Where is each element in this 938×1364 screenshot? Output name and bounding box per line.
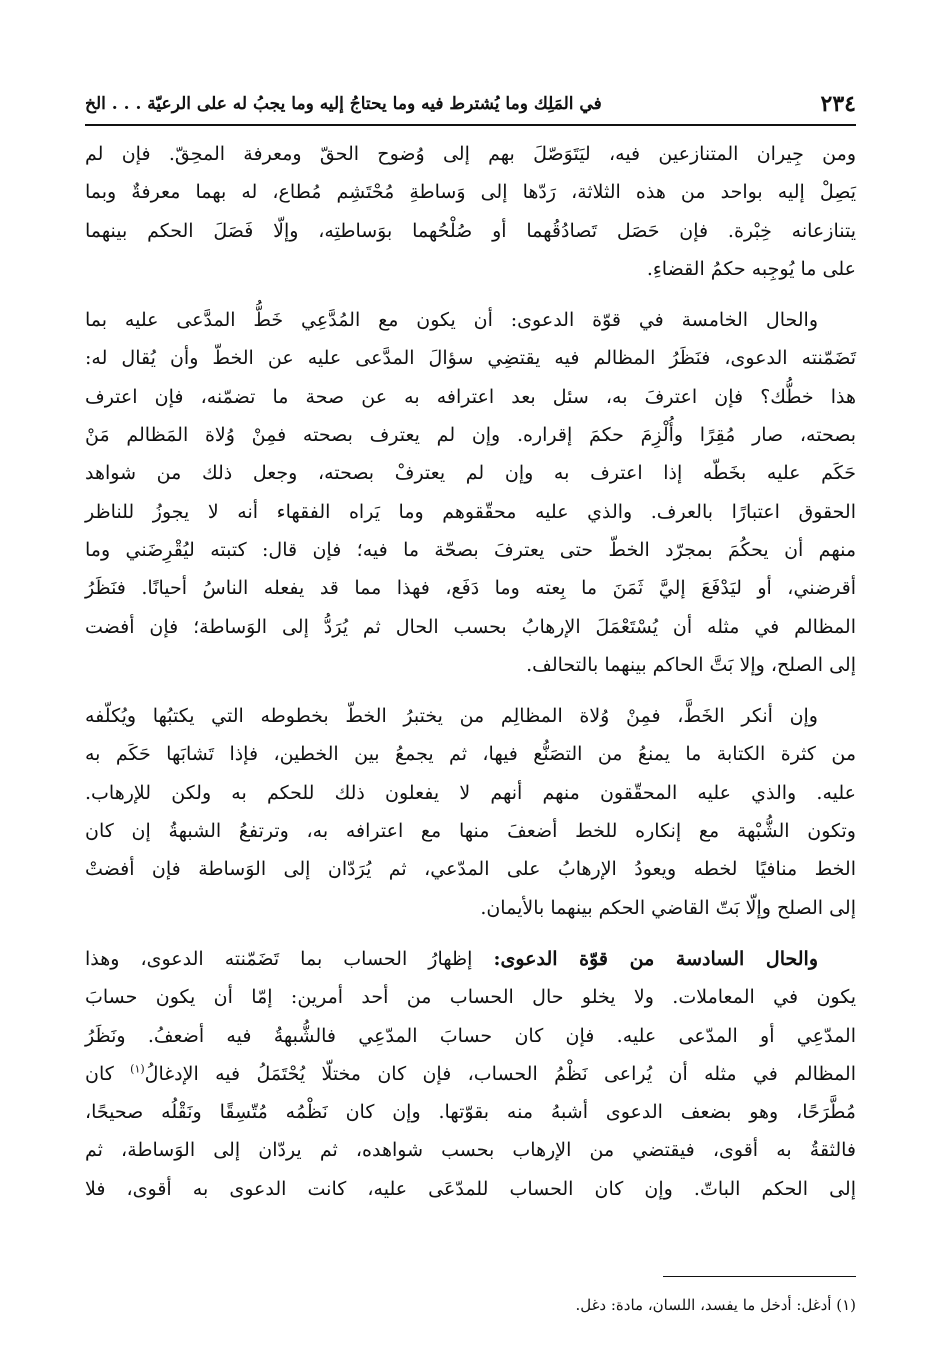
text-line: المظالم في مثله أن يُسْتَعْمَلَ الإرهابُ بحسب الحال ثم يُرَدُّ إلى الوَساطة؛ فإن أفضت: [85, 615, 856, 638]
text-line: يكون في المعاملات. ولا يخلو حال الحساب من أحد أمرين: إمّا أن يكون حسابَ: [85, 986, 856, 1009]
text-line: بصحته، صار مُقِرًا وأُلْزِمَ حكمَ إقراره. وإن لم يعترف بصحته فمِنْ وُلاة المَظالم مَنْ: [85, 424, 856, 447]
main-text: [85, 135, 856, 1208]
text-line: من كثرة الكتابة ما يمنعُ من التصَنُّع فيها، ثم يجمعُ بين الخطين، فإذا تَشابَها حَكَم به: [85, 743, 856, 766]
text-line: إلى الصلح، وإلا بَتَّ الحاكم بينهما بالتحالف.: [526, 653, 856, 676]
text-line: ومن جِيران المتنازعين فيه، ليَتَوَصّلَ بهم إلى وُضوح الحقّ ومعرفة المحِقّ. فإن لم: [85, 143, 856, 165]
section-lead: والحال السادسة من قوّة الدعوى:: [493, 947, 818, 970]
text-line: إلى الصلح وإلّا بَتّ القاضي الحكم بينهما بالأيمان.: [480, 896, 856, 919]
page-number: ٢٣٤: [820, 91, 856, 117]
text-line: فالثقةُ به أقوى، فيقتضي من الإرهاب بحسب شواهده، ثم يردّان إلى الوَساطة، ثم: [85, 1139, 856, 1162]
text-line: على ما يُوجِبه حكمُ القضاءِ.: [646, 257, 856, 280]
paragraph: [85, 301, 856, 684]
text-line: أقرضني، أو ليَدْفَعَ إليَّ ثَمَنَ ما بِعته وما دَفَع، فهذا مما قد يفعله الناسُ أحيانًا. فنَظَرُ: [85, 577, 856, 600]
text-line: هذا خطُّك؟ فإن اعترفَ به، سئل بعد اعترافه به عن صحة ما تضمّنه، فإن اعترف: [85, 385, 856, 408]
text-line: وإن أنكر الخَطَّ، فمِنْ وُلاة المظالِم من يختبرُ الخطّ بخطوطه التي يكتبُها ويُكلّفه: [85, 705, 818, 728]
paragraph: [85, 697, 856, 927]
text-run: كان: [85, 1062, 131, 1085]
text-line: منهم أن يحكُمَ بمجرّد الخطّ حتى يعترفَ بصحّة ما فيه؛ فإن قال: كتبته ليُقْرِضَني وما: [85, 538, 856, 561]
footnote-divider: [663, 1276, 856, 1277]
page-header: [85, 84, 856, 126]
footnote-marker[interactable]: (١): [130, 1062, 145, 1076]
text-line: عليه. والذي عليه المحقّقون منهم أنهم لا يفعلون ذلك للحكم به ولكن للإرهاب.: [85, 781, 856, 804]
text-line: تَضَمّنته الدعوى، فنَظَرُ المظالم فيه يقتضِي سؤالَ المدَّعى عليه عن الخطّ وأن يُقال له:: [85, 347, 856, 370]
text-line: يَصِلْ إليه بواحد من هذه الثلاثة، رَدّها إلى وَساطةِ مُحْتَشِم مُطاع، له بهما معرفةٌ وبما: [85, 181, 856, 204]
text-line: الخط منافيًا لخطه ويعودُ الإرهابُ على المدّعي، ثم يُرَدّان إلى الوَساطة فإن أفضتْ: [85, 858, 856, 881]
footnote: (١) أدغل: أدخل ما يفسد، اللسان، مادة: دغل.: [575, 1296, 856, 1314]
text-run: المظالم في مثله أن يُراعى نَظْمُ الحساب، فإن كان مختلّا يُحْتَمَلُ فيه الإدغالُ: [144, 1062, 856, 1085]
text-line: وتكون الشُّبْهة مع إنكاره للخط أضعفَ منها مع اعترافه به، وترتفعُ الشبهةُ إن كان: [85, 820, 856, 843]
text-line: يتنازعانه خِبْرة. فإن حَصَل تَصادُقُهما أو صُلْحُهما بوَساطتِه، وإلّا فَصَلَ الحكم بينهما: [85, 219, 856, 242]
paragraph: [85, 135, 856, 288]
text-line: إلى الحكم الباتّ. وإن كان الحساب للمدّعَى عليه، كانت الدعوى به أقوى، فلا: [85, 1177, 856, 1200]
running-title: في المَلِك وما يُشترط فيه وما يحتاجُ إليه وما يجبُ له على الرعيّة . . . الخ: [85, 94, 602, 114]
text-line: الحقوق اعتبارًا بالعرف. والذي عليه محقّقوهم وما يَراه الفقهاء أنه لا يجوزُ للناظر: [85, 500, 856, 523]
text-line: المدّعِي أو المدّعى عليه. فإن كان حسابَ المدّعِي فالشُّبهةُ فيه أضعفُ. ونَظَرُ: [85, 1024, 856, 1047]
text-run: إظهارُ الحساب بما تَضَمّنته الدعوى، وهذا: [85, 947, 494, 970]
paragraph: [85, 940, 856, 1208]
text-line: حَكَم عليه بخَطّه إذا اعترف به وإن لم يعترفْ بصحته، وجعل ذلك من شواهد: [85, 462, 856, 485]
text-line: والحال الخامسة في قوّة الدعوى: أن يكون مع المُدَّعِي خَطُّ المدَّعى عليه بما: [85, 309, 818, 332]
text-line: مُطَّرَحًا، وهو بضعف الدعوى أشبهُ منه بقوّتها. وإن كان نَظْمُه مُتّسِقًا ونَقْلُه صحيحًا،: [85, 1101, 856, 1124]
text-line: [85, 1055, 856, 1093]
text-line: [85, 940, 856, 978]
